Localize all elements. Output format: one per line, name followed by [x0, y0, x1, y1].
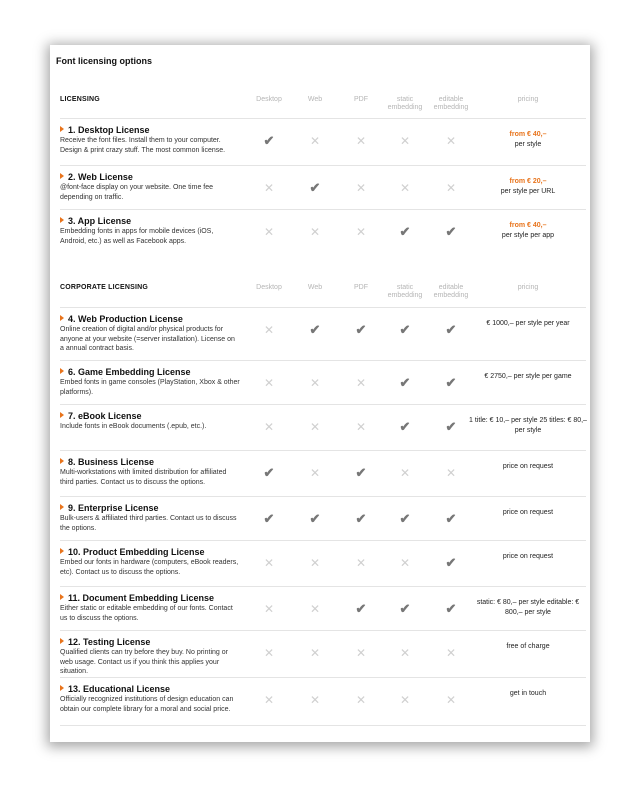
price-highlight: from € 20,– — [509, 178, 547, 185]
cross-icon: ✕ — [309, 134, 321, 148]
column-header-part: editable — [438, 284, 464, 291]
table-bottom-rule — [60, 725, 586, 726]
column-header — [382, 284, 428, 300]
cross-icon: ✕ — [263, 602, 275, 616]
check-icon: ✔ — [399, 224, 411, 239]
license-price — [468, 221, 588, 240]
column-header-part: Web — [307, 284, 323, 291]
license-name[interactable] — [60, 503, 159, 513]
cross-icon: ✕ — [355, 225, 367, 239]
license-row — [60, 165, 586, 210]
cross-icon: ✕ — [399, 693, 411, 707]
column-header-part: Desktop — [256, 284, 282, 291]
check-icon: ✔ — [399, 601, 411, 616]
check-icon: ✔ — [445, 322, 457, 337]
license-description: Embedding fonts in apps for mobile devices (iOS, Android, etc.) as well as Facebook apps. — [60, 228, 214, 245]
check-icon: ✔ — [445, 601, 457, 616]
cross-icon: ✕ — [445, 134, 457, 148]
license-name[interactable] — [60, 125, 150, 135]
check-icon: ✔ — [399, 375, 411, 390]
license-price — [468, 416, 588, 435]
check-icon: ✔ — [399, 511, 411, 526]
cross-icon: ✕ — [355, 134, 367, 148]
check-icon: ✔ — [309, 511, 321, 526]
license-row — [60, 677, 586, 726]
arrow-right-icon — [60, 412, 64, 418]
check-icon: ✔ — [445, 224, 457, 239]
cross-icon: ✕ — [309, 602, 321, 616]
license-name-text: 3. App License — [68, 216, 132, 226]
license-name[interactable] — [60, 314, 183, 324]
license-description: Embed fonts in game consoles (PlayStation, Xbox & other platforms). — [60, 379, 240, 396]
arrow-right-icon — [60, 173, 64, 179]
cross-icon: ✕ — [309, 693, 321, 707]
license-description: Either static or editable embedding of our fonts. Contact us to discuss the options. — [60, 605, 233, 622]
license-name[interactable] — [60, 216, 131, 226]
license-price — [468, 372, 588, 382]
column-header — [382, 96, 428, 112]
license-row — [60, 450, 586, 497]
license-price — [468, 552, 588, 562]
license-name[interactable] — [60, 411, 142, 421]
cross-icon: ✕ — [399, 181, 411, 195]
license-description: Officially recognized institutions of design education can obtain our complete library for a moral and social price. — [60, 696, 234, 713]
license-name-text: 6. Game Embedding License — [68, 367, 191, 377]
column-header — [338, 284, 384, 292]
section-header — [60, 284, 590, 300]
license-price — [468, 642, 588, 652]
arrow-right-icon — [60, 126, 64, 132]
license-row — [60, 307, 586, 361]
cross-icon: ✕ — [355, 556, 367, 570]
column-header — [246, 96, 292, 104]
cross-icon: ✕ — [355, 646, 367, 660]
column-header-part: pricing — [517, 96, 539, 103]
price-detail: static: € 80,– per style editable: € 800,– per style — [476, 599, 580, 616]
cross-icon: ✕ — [355, 181, 367, 195]
price-detail: price on request — [502, 463, 554, 470]
cross-icon: ✕ — [445, 181, 457, 195]
cross-icon: ✕ — [263, 376, 275, 390]
cross-icon: ✕ — [399, 556, 411, 570]
check-icon: ✔ — [399, 419, 411, 434]
license-name[interactable] — [60, 593, 214, 603]
price-detail: per style — [514, 140, 542, 148]
license-name-text: 1. Desktop License — [68, 125, 150, 135]
price-detail: € 2750,– per style per game — [484, 373, 572, 380]
check-icon: ✔ — [445, 511, 457, 526]
license-name-text: 2. Web License — [68, 172, 133, 182]
check-icon: ✔ — [355, 511, 367, 526]
cross-icon: ✕ — [263, 556, 275, 570]
check-icon: ✔ — [445, 375, 457, 390]
check-icon: ✔ — [355, 601, 367, 616]
column-header — [428, 284, 474, 300]
column-header-part: pricing — [517, 284, 539, 291]
cross-icon: ✕ — [263, 225, 275, 239]
arrow-right-icon — [60, 458, 64, 464]
cross-icon: ✕ — [445, 646, 457, 660]
license-row — [60, 540, 586, 587]
price-detail: get in touch — [509, 690, 547, 697]
cross-icon: ✕ — [445, 693, 457, 707]
license-name-text: 10. Product Embedding License — [68, 547, 205, 557]
license-name-text: 13. Educational License — [68, 684, 171, 694]
license-row — [60, 586, 586, 631]
license-row — [60, 360, 586, 405]
arrow-right-icon — [60, 548, 64, 554]
cross-icon: ✕ — [309, 225, 321, 239]
price-detail: per style per app — [501, 231, 555, 239]
check-icon: ✔ — [355, 465, 367, 480]
license-row — [60, 496, 586, 541]
check-icon: ✔ — [263, 465, 275, 480]
check-icon: ✔ — [263, 511, 275, 526]
cross-icon: ✕ — [309, 376, 321, 390]
license-description: Bulk-users & affiliated third parties. Contact us to discuss the options. — [60, 515, 237, 532]
page-title: Font licensing options — [56, 56, 152, 66]
license-name[interactable] — [60, 637, 150, 647]
license-description: Embed our fonts in hardware (computers, eBook readers, etc). Contact us to discuss the options. — [60, 559, 239, 576]
cross-icon: ✕ — [355, 376, 367, 390]
price-detail: price on request — [502, 553, 554, 560]
section-title: CORPORATE LICENSING — [60, 284, 149, 291]
license-name[interactable] — [60, 457, 154, 467]
license-price — [468, 689, 588, 699]
column-header-part: editable — [438, 96, 464, 103]
price-detail: price on request — [502, 509, 554, 516]
column-header — [246, 284, 292, 292]
license-description: Include fonts in eBook documents (.epub, etc.). — [60, 423, 207, 430]
license-name-text: 7. eBook License — [68, 411, 142, 421]
license-row — [60, 118, 586, 166]
check-icon: ✔ — [445, 555, 457, 570]
price-detail: per style per URL — [500, 187, 556, 195]
section-title: LICENSING — [60, 96, 100, 103]
cross-icon: ✕ — [309, 646, 321, 660]
cross-icon: ✕ — [309, 466, 321, 480]
price-highlight: from € 40,– — [509, 131, 547, 138]
license-name[interactable] — [60, 172, 133, 182]
arrow-right-icon — [60, 685, 64, 691]
license-name[interactable] — [60, 547, 205, 557]
arrow-right-icon — [60, 368, 64, 374]
license-description: @font-face display on your website. One time fee depending on traffic. — [60, 184, 214, 201]
column-header-part: embedding — [387, 104, 423, 111]
check-icon: ✔ — [355, 322, 367, 337]
license-row — [60, 630, 586, 678]
price-detail: free of charge — [506, 643, 550, 650]
cross-icon: ✕ — [263, 181, 275, 195]
column-header — [500, 96, 556, 104]
price-highlight: from € 40,– — [509, 222, 547, 229]
column-header-part: static — [396, 96, 414, 103]
license-name-text: 11. Document Embedding License — [68, 593, 215, 603]
column-header — [500, 284, 556, 292]
cross-icon: ✕ — [355, 693, 367, 707]
section-header — [60, 96, 590, 112]
column-header-part: static — [396, 284, 414, 291]
column-header — [292, 96, 338, 104]
cross-icon: ✕ — [355, 420, 367, 434]
column-header-part: PDF — [354, 96, 368, 103]
license-description: Receive the font files. Install them to your computer. Design & print crazy stuff. The most common license. — [60, 137, 226, 154]
license-description: Online creation of digital and/or physical products for anyone at your website (=server installation). License on a annual contract basis. — [60, 326, 235, 352]
cross-icon: ✕ — [399, 134, 411, 148]
arrow-right-icon — [60, 504, 64, 510]
price-detail: € 1000,– per style per year — [486, 320, 570, 327]
column-header-part: Desktop — [256, 96, 282, 103]
cross-icon: ✕ — [263, 323, 275, 337]
license-name[interactable] — [60, 684, 170, 694]
check-icon: ✔ — [445, 419, 457, 434]
license-price — [468, 508, 588, 518]
license-price — [468, 462, 588, 472]
check-icon: ✔ — [309, 180, 321, 195]
column-header-part: embedding — [433, 104, 469, 111]
check-icon: ✔ — [263, 133, 275, 148]
column-header — [338, 96, 384, 104]
cross-icon: ✕ — [263, 693, 275, 707]
cross-icon: ✕ — [263, 420, 275, 434]
column-header-part: PDF — [354, 284, 368, 291]
check-icon: ✔ — [399, 322, 411, 337]
arrow-right-icon — [60, 217, 64, 223]
license-price — [468, 319, 588, 329]
cross-icon: ✕ — [309, 420, 321, 434]
license-name[interactable] — [60, 367, 191, 377]
arrow-right-icon — [60, 315, 64, 321]
cross-icon: ✕ — [445, 466, 457, 480]
license-description: Multi-workstations with limited distribution for affiliated third parties. Contact us to discuss the options. — [60, 469, 227, 486]
license-price — [468, 598, 588, 617]
column-header-part: Web — [307, 96, 323, 103]
cross-icon: ✕ — [263, 646, 275, 660]
column-header — [428, 96, 474, 112]
column-header-part: embedding — [433, 292, 469, 299]
cross-icon: ✕ — [399, 646, 411, 660]
license-name-text: 8. Business License — [68, 457, 155, 467]
column-header-part: embedding — [387, 292, 423, 299]
license-description: Qualified clients can try before they buy. No printing or web usage. Contact us if you think this applies your situation. — [60, 649, 228, 675]
license-name-text: 4. Web Production License — [68, 314, 183, 324]
license-row — [60, 404, 586, 451]
cross-icon: ✕ — [309, 556, 321, 570]
license-name-text: 9. Enterprise License — [68, 503, 159, 513]
arrow-right-icon — [60, 594, 64, 600]
cross-icon: ✕ — [399, 466, 411, 480]
license-name-text: 12. Testing License — [68, 637, 151, 647]
license-row — [60, 209, 586, 256]
check-icon: ✔ — [309, 322, 321, 337]
price-detail: 1 title: € 10,– per style 25 titles: € 80,– per style — [469, 417, 587, 434]
license-price — [468, 177, 588, 196]
license-price — [468, 130, 588, 149]
arrow-right-icon — [60, 638, 64, 644]
column-header — [292, 284, 338, 292]
